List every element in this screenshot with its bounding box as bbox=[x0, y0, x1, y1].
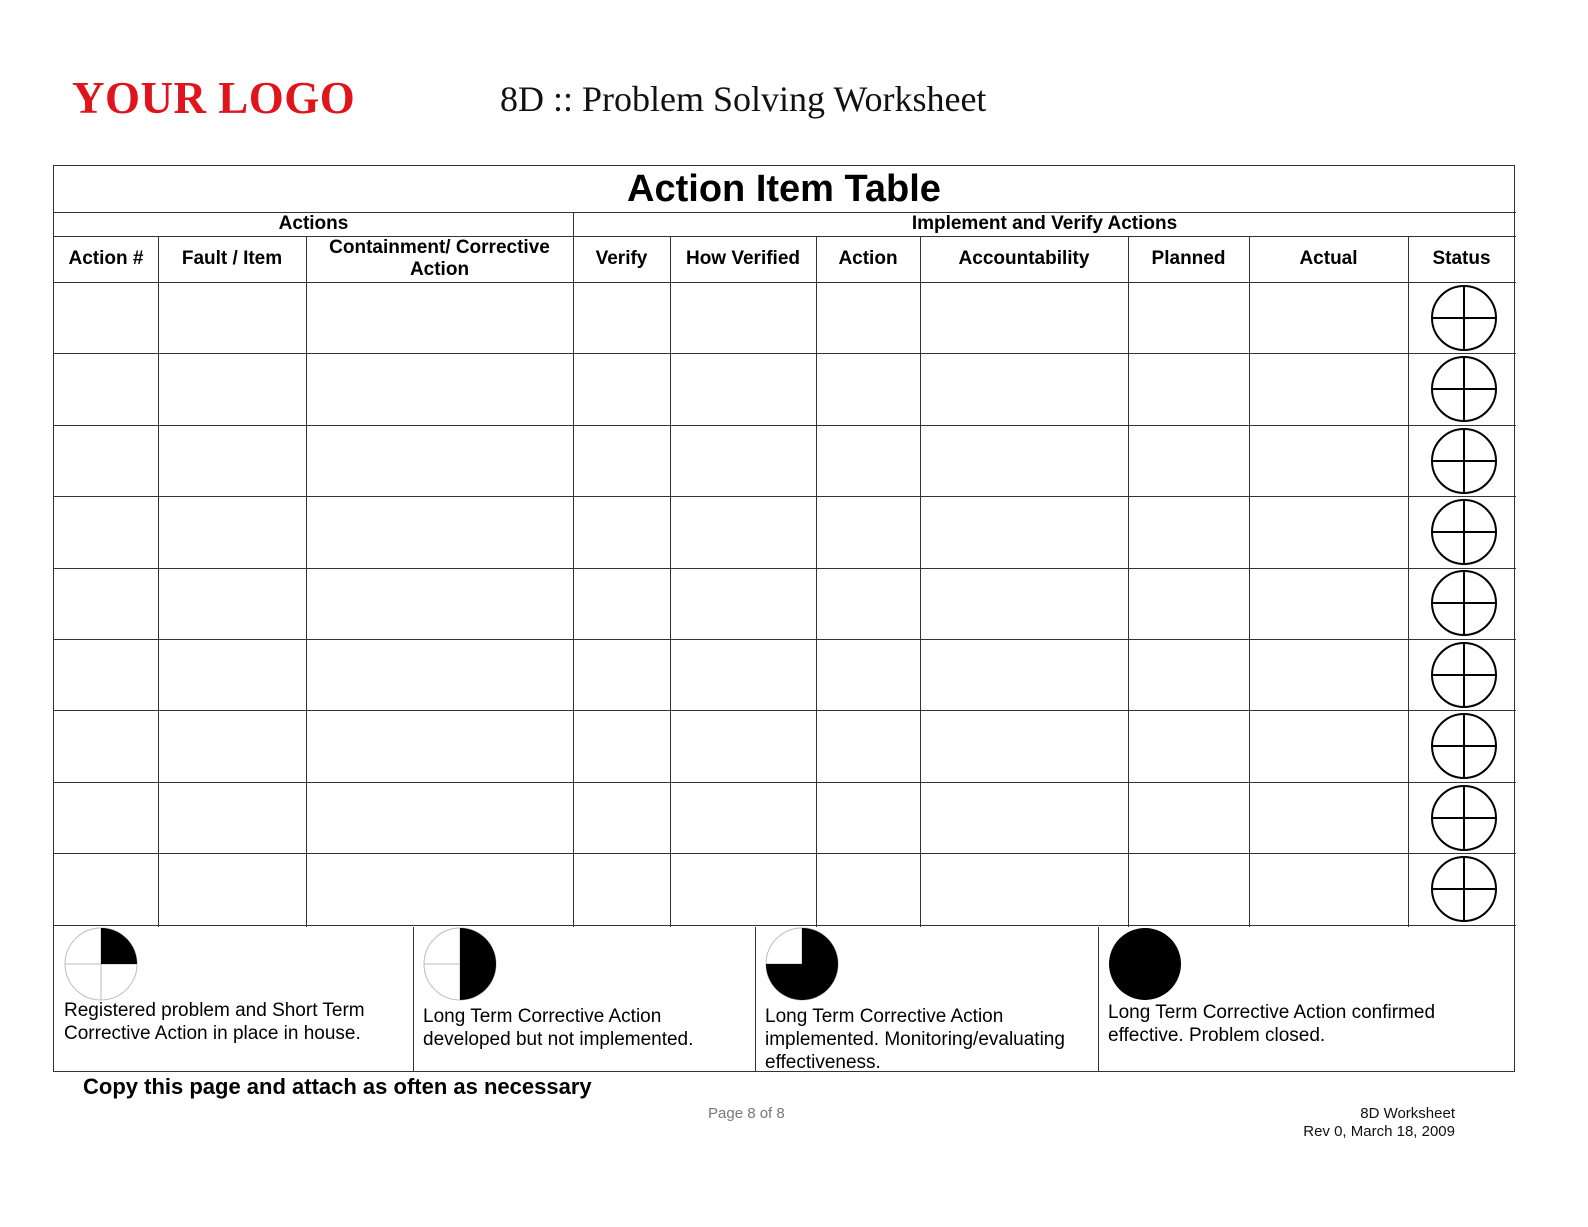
divider-line bbox=[54, 282, 1516, 283]
divider-line bbox=[54, 496, 1516, 497]
column-header: Accountability bbox=[958, 248, 1090, 269]
divider-line bbox=[573, 236, 574, 927]
footer-revision: Rev 0, March 18, 2009 bbox=[1303, 1123, 1455, 1140]
divider-line bbox=[54, 353, 1516, 354]
column-header: Action # bbox=[68, 248, 144, 269]
legend-description: Long Term Corrective Action confirmed effective. Problem closed. bbox=[1108, 1002, 1436, 1046]
status-pie-icon bbox=[420, 924, 500, 1004]
column-header: Planned bbox=[1151, 248, 1226, 269]
divider-line bbox=[920, 236, 921, 927]
status-pie-icon bbox=[61, 924, 141, 1004]
column-header: Actual bbox=[1299, 248, 1358, 269]
legend-description: Long Term Corrective Action developed but not implemented. bbox=[423, 1006, 694, 1050]
legend-description: Registered problem and Short Term Corrective Action in place in house. bbox=[64, 1000, 365, 1044]
divider-line bbox=[1098, 927, 1099, 1072]
column-header: How Verified bbox=[685, 248, 801, 269]
divider-line bbox=[54, 853, 1516, 854]
footer-doc-name: 8D Worksheet bbox=[1360, 1105, 1455, 1122]
status-circle-icon[interactable] bbox=[1429, 568, 1499, 638]
document-title: 8D :: Problem Solving Worksheet bbox=[500, 79, 987, 119]
status-circle-icon[interactable] bbox=[1429, 283, 1499, 353]
divider-line bbox=[413, 927, 414, 1072]
divider-line bbox=[54, 710, 1516, 711]
status-circle-icon[interactable] bbox=[1429, 854, 1499, 924]
divider-line bbox=[816, 236, 817, 927]
column-header: Verify bbox=[595, 248, 648, 269]
divider-line bbox=[54, 782, 1516, 783]
status-circle-icon[interactable] bbox=[1429, 426, 1499, 496]
divider-line bbox=[670, 236, 671, 927]
divider-line bbox=[54, 425, 1516, 426]
status-circle-icon[interactable] bbox=[1429, 783, 1499, 853]
divider-line bbox=[1408, 236, 1409, 927]
footer-doc-info bbox=[1250, 1105, 1455, 1141]
divider-line bbox=[306, 236, 307, 927]
action-item-table bbox=[53, 165, 1515, 1072]
company-logo: YOUR LOGO bbox=[72, 73, 356, 123]
divider-line bbox=[755, 927, 756, 1072]
divider-line bbox=[158, 236, 159, 927]
divider-line bbox=[1128, 236, 1129, 927]
status-circle-icon[interactable] bbox=[1429, 354, 1499, 424]
divider-line bbox=[1249, 236, 1250, 927]
column-header: Containment/ Corrective Action bbox=[329, 237, 550, 280]
legend-description: Long Term Corrective Action implemented. Monitoring/evaluating effectiveness. bbox=[765, 1006, 1065, 1073]
page-number: Page 8 of 8 bbox=[708, 1105, 785, 1122]
divider-line bbox=[54, 639, 1516, 640]
group-header-actions: Actions bbox=[278, 213, 349, 234]
column-header: Status bbox=[1432, 248, 1491, 269]
table-title: Action Item Table bbox=[627, 167, 941, 210]
status-pie-icon bbox=[1105, 924, 1185, 1004]
copy-note: Copy this page and attach as often as necessary bbox=[83, 1074, 592, 1099]
status-circle-icon[interactable] bbox=[1429, 497, 1499, 567]
column-header: Action bbox=[838, 248, 898, 269]
status-circle-icon[interactable] bbox=[1429, 711, 1499, 781]
column-header: Fault / Item bbox=[181, 248, 283, 269]
status-circle-icon[interactable] bbox=[1429, 640, 1499, 710]
status-pie-icon bbox=[762, 924, 842, 1004]
divider-line bbox=[54, 568, 1516, 569]
group-header-implement: Implement and Verify Actions bbox=[911, 213, 1178, 234]
